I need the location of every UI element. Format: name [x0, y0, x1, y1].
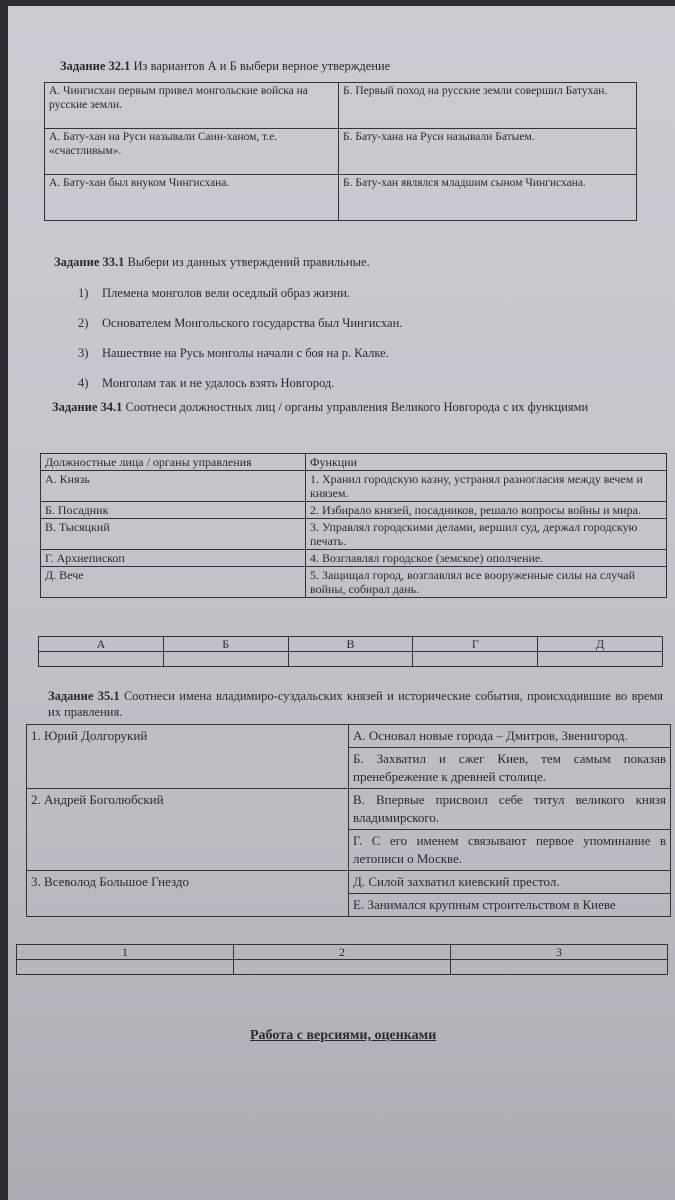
answer-letter: Д: [538, 637, 663, 652]
official-cell: Д. Вече: [41, 567, 306, 598]
function-cell: 2. Избирало князей, посадников, решало вопросы войны и мира.: [306, 502, 667, 519]
table-row: [41, 567, 667, 598]
answer-cell[interactable]: [163, 652, 288, 667]
answer-number: 3: [451, 945, 668, 960]
worksheet-page: [8, 6, 675, 1200]
function-cell: 4. Возглавлял городское (земское) ополчение.: [306, 550, 667, 567]
table-row: [27, 725, 671, 748]
section-heading: Работа с версиями, оценками: [250, 1028, 437, 1043]
answer-cell[interactable]: [538, 652, 663, 667]
event-cell: Д. Силой захватил киевский престол.: [349, 871, 671, 894]
answer-cell[interactable]: [413, 652, 538, 667]
task-33-instruction: Выбери из данных утверждений правильные.: [127, 255, 370, 269]
option-a: А. Чингисхан первым привел монгольские войска на русские земли.: [45, 83, 339, 129]
answer-cell[interactable]: [17, 960, 234, 975]
task-32-title: [60, 58, 390, 74]
list-item: 1) Племена монголов вели оседлый образ жизни.: [78, 286, 351, 300]
option-a: А. Бату-хан был внуком Чингисхана.: [45, 175, 339, 221]
column-header: Должностные лица / органы управления: [41, 454, 306, 471]
table-row: [27, 871, 671, 894]
table-header-row: [41, 454, 667, 471]
column-header: Функции: [306, 454, 667, 471]
event-cell: Б. Захватил и сжег Киев, тем самым показав пренебрежение к древней столице.: [349, 748, 671, 789]
answer-letter: Г: [413, 637, 538, 652]
list-item: 2) Основателем Монгольского государства был Чингисхан.: [78, 316, 403, 330]
list-item: 4) Монголам так и не удалось взять Новгород.: [78, 376, 335, 390]
option-a: А. Бату-хан на Руси называли Саин-ханом, т.е. «счастливым».: [45, 129, 339, 175]
task-34-table: [40, 453, 667, 598]
answer-cell[interactable]: [288, 652, 413, 667]
official-cell: В. Тысяцкий: [41, 519, 306, 550]
answer-letter: Б: [163, 637, 288, 652]
answer-letter: А: [39, 637, 164, 652]
task-34-answer-grid: [38, 636, 663, 667]
table-row: [45, 83, 637, 129]
event-cell: А. Основал новые города – Дмитров, Звенигород.: [349, 725, 671, 748]
task-34-number: Задание 34.1: [52, 400, 123, 414]
answer-row: [17, 960, 668, 975]
function-cell: 3. Управлял городскими делами, вершил суд, держал городскую печать.: [306, 519, 667, 550]
answer-row: [39, 652, 663, 667]
function-cell: 5. Защищал город, возглавлял все вооруженные силы на случай войны, собирал дань.: [306, 567, 667, 598]
event-cell: Г. С его именем связывают первое упоминание в летописи о Москве.: [349, 830, 671, 871]
table-row: [41, 502, 667, 519]
prince-cell: 3. Всеволод Большое Гнездо: [27, 871, 349, 917]
table-row: [41, 550, 667, 567]
option-b: Б. Первый поход на русские земли совершил Батухан.: [339, 83, 637, 129]
answer-header-row: [39, 637, 663, 652]
answer-letter: В: [288, 637, 413, 652]
task-34-instruction: Соотнеси должностных лиц / органы управления Великого Новгорода с их функциями: [125, 400, 589, 414]
answer-header-row: [17, 945, 668, 960]
table-row: [27, 789, 671, 830]
answer-cell[interactable]: [451, 960, 668, 975]
task-35-answer-grid: [16, 944, 668, 975]
official-cell: А. Князь: [41, 471, 306, 502]
event-cell: В. Впервые присвоил себе титул великого князя владимирского.: [349, 789, 671, 830]
prince-cell: 1. Юрий Долгорукий: [27, 725, 349, 789]
prince-cell: 2. Андрей Боголюбский: [27, 789, 349, 871]
task-33-title: [54, 254, 370, 270]
task-32-table: [44, 82, 637, 221]
table-row: [41, 471, 667, 502]
official-cell: Г. Архиепископ: [41, 550, 306, 567]
answer-cell[interactable]: [39, 652, 164, 667]
table-row: [41, 519, 667, 550]
answer-cell[interactable]: [234, 960, 451, 975]
official-cell: Б. Посадник: [41, 502, 306, 519]
table-row: [45, 129, 637, 175]
function-cell: 1. Хранил городскую казну, устранял разногласия между вечем и князем.: [306, 471, 667, 502]
task-35-table: [26, 724, 671, 917]
answer-number: 2: [234, 945, 451, 960]
task-35-title: [48, 688, 663, 720]
task-32-number: Задание 32.1: [60, 59, 131, 73]
table-row: [45, 175, 637, 221]
task-32-instruction: Из вариантов А и Б выбери верное утверждение: [133, 59, 391, 73]
list-item: 3) Нашествие на Русь монголы начали с боя на р. Калке.: [78, 346, 389, 360]
option-b: Б. Бату-хан являлся младшим сыном Чингисхана.: [339, 175, 637, 221]
event-cell: Е. Занимался крупным строительством в Киеве: [349, 894, 671, 917]
task-34-title: [52, 399, 637, 415]
task-35-number: Задание 35.1: [48, 689, 120, 703]
task-33-number: Задание 33.1: [54, 255, 125, 269]
answer-number: 1: [17, 945, 234, 960]
option-b: Б. Бату-хана на Руси называли Батыем.: [339, 129, 637, 175]
task-35-instruction: Соотнеси имена владимиро-суздальских князей и исторические события, происходившие во время их правления.: [48, 689, 663, 719]
